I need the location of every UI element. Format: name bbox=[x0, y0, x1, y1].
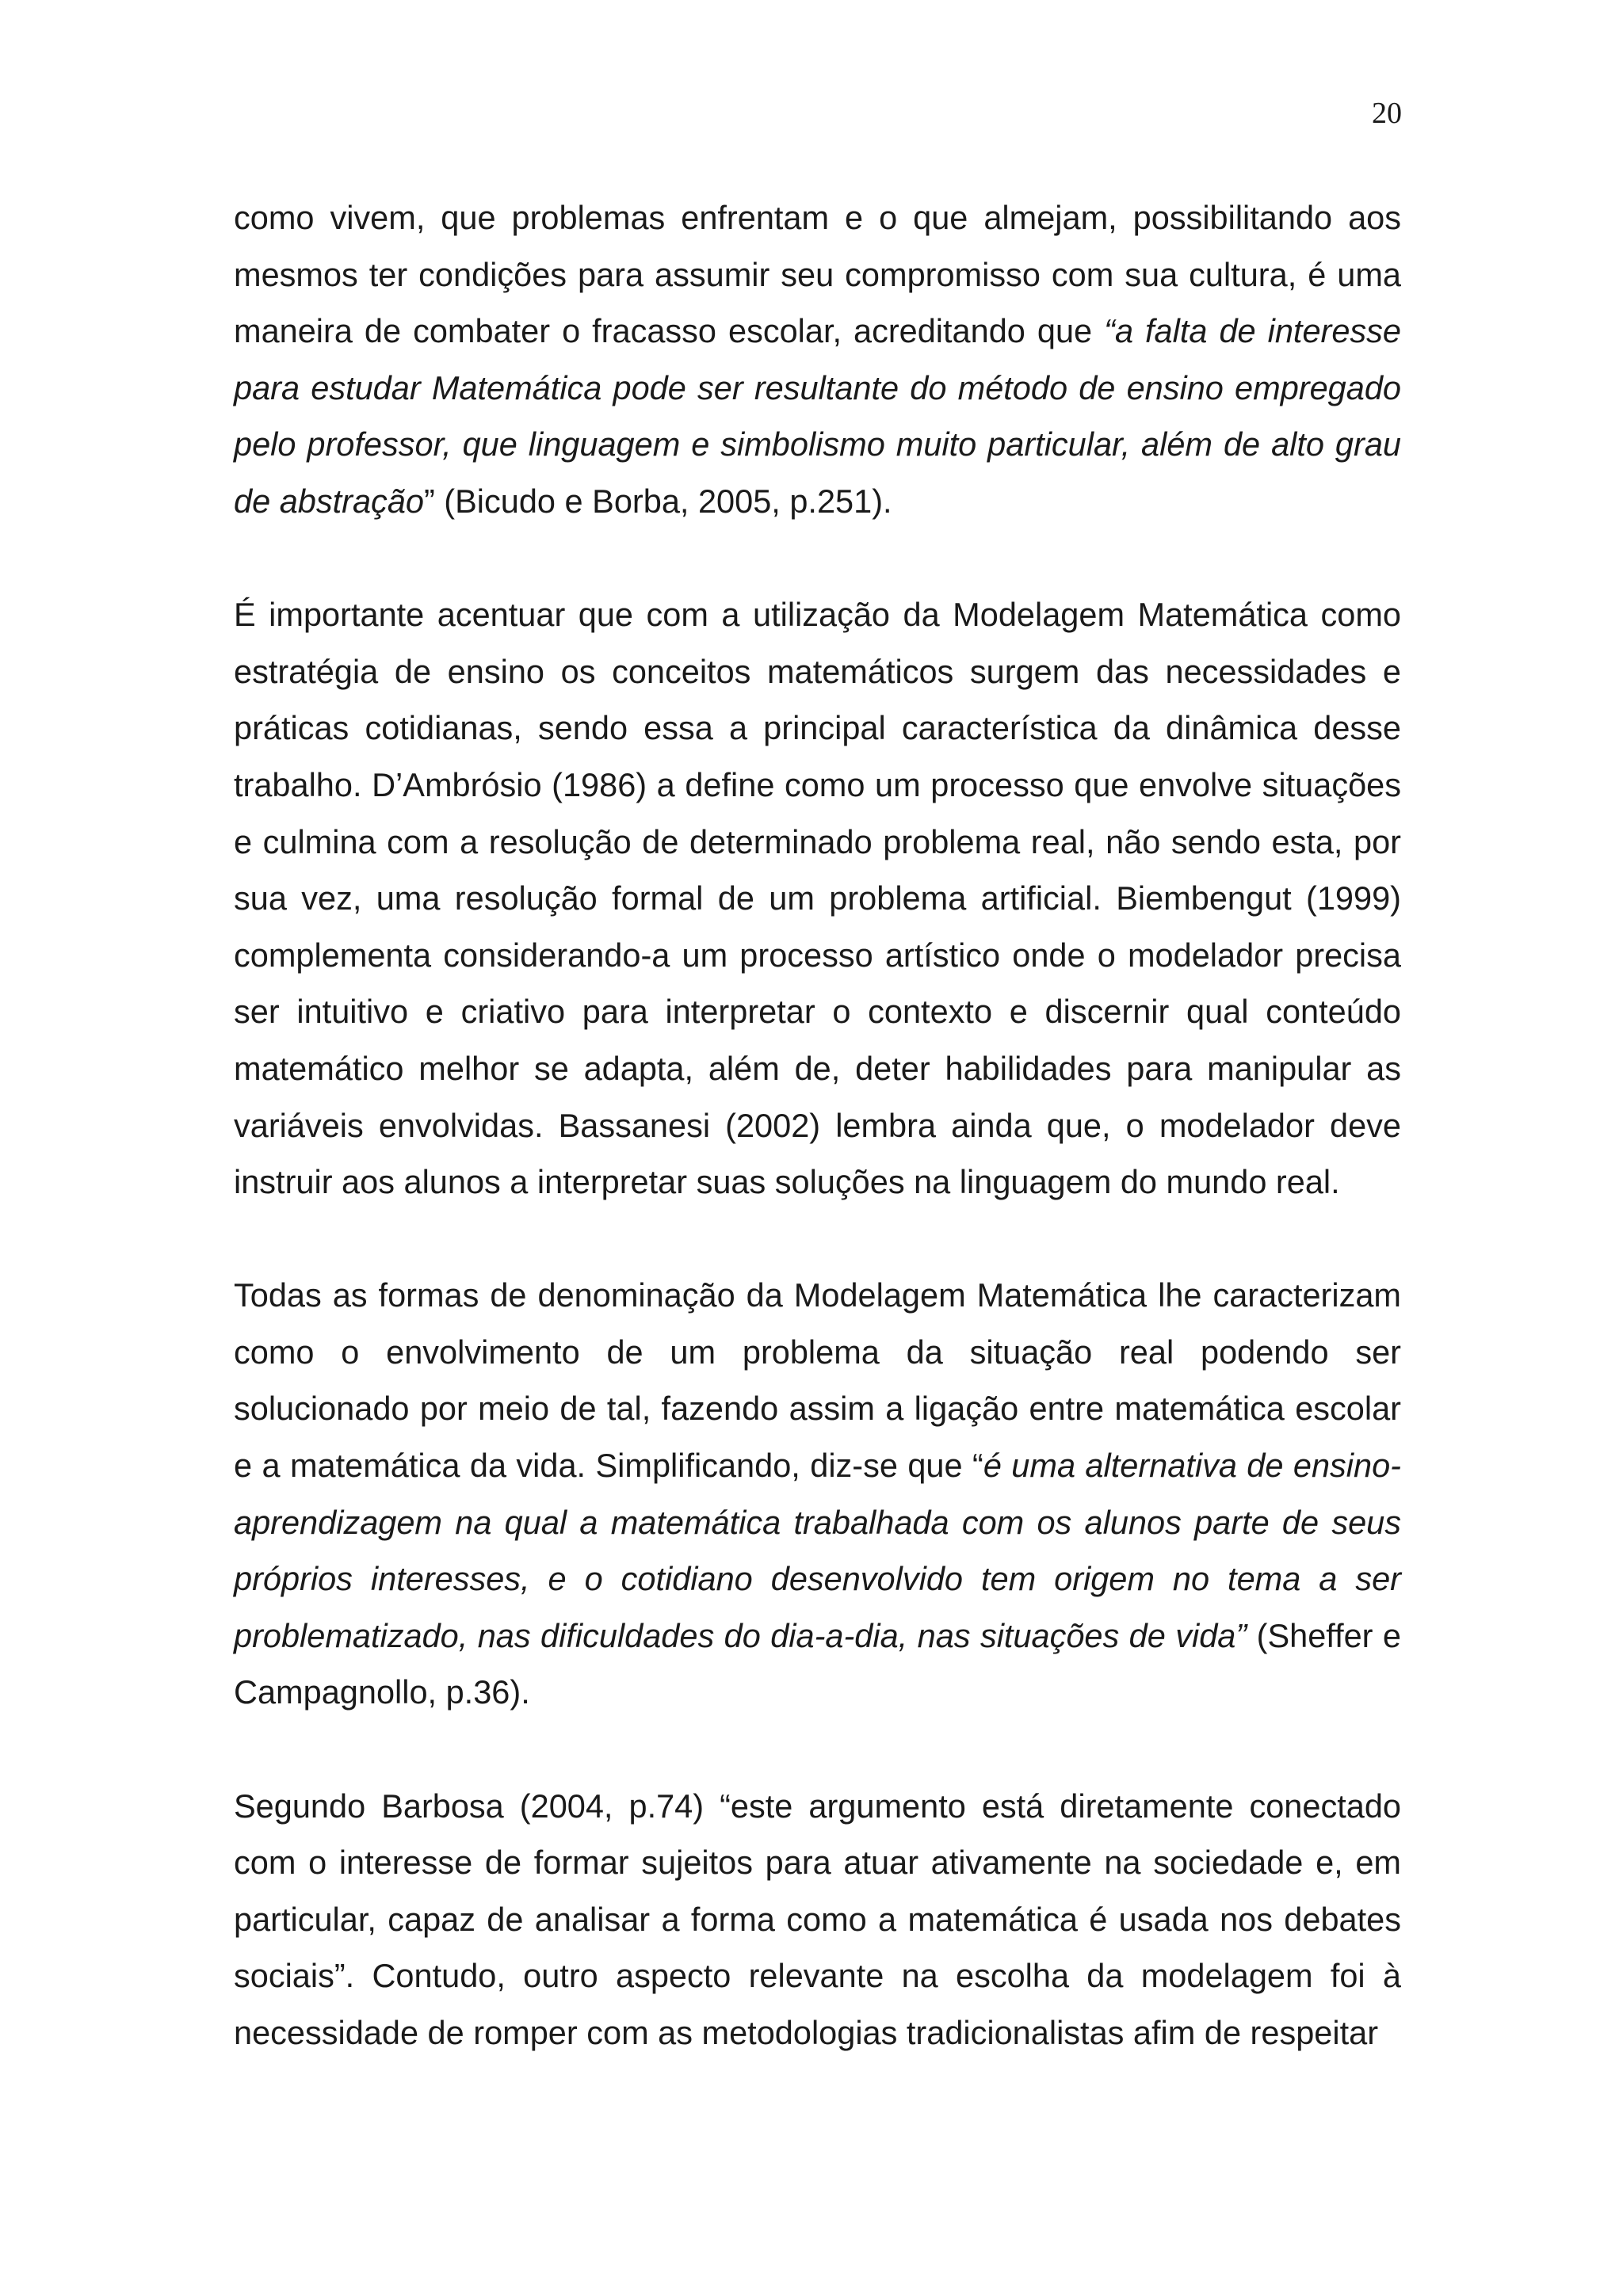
paragraph-4-text: Segundo Barbosa (2004, p.74) “este argumento está diretamente conectado com o interesse de formar sujeitos para atuar ativamente na sociedade e, em particular, capaz de analisar a forma como a matemática é usada nos debates sociais”. Contudo, outro aspecto relevante na escolha da modelagem foi à necessidade de romper com as metodologias tradicionalistas afim de respeitar bbox=[234, 1787, 1401, 2051]
paragraph-4 bbox=[234, 1778, 1401, 2061]
paragraph-3-quote: é uma alternativa de ensino-aprendizagem na qual a matemática trabalhada com os alunos parte de seus próprios interesses, e o cotidiano desenvolvido tem origem no tema a ser problematizado, nas dificuldades do dia-a-dia, nas situações de vida” bbox=[234, 1447, 1401, 1654]
paragraph-1-citation: ” (Bicudo e Borba, 2005, p.251). bbox=[423, 482, 892, 520]
page-number: 20 bbox=[1372, 97, 1402, 130]
paragraph-3-text: Todas as formas de denominação da Modelagem Matemática lhe caracterizam como o envolvimento de um problema da situação real podendo ser solucionado por meio de tal, fazendo assim a ligação entre matemática escolar e a matemática da vida. Simplificando, diz-se que “ bbox=[234, 1276, 1401, 1485]
paragraph-1 bbox=[234, 189, 1401, 530]
paragraph-2 bbox=[234, 586, 1401, 1211]
paragraph-1-text: como vivem, que problemas enfrentam e o que almejam, possibilitando aos mesmos ter condições para assumir seu compromisso com sua cultura, é uma maneira de combater o fracasso escolar, acreditando que bbox=[234, 199, 1401, 350]
document-body bbox=[234, 189, 1401, 2061]
paragraph-2-text: É importante acentuar que com a utilização da Modelagem Matemática como estratégia de ensino os conceitos matemáticos surgem das necessidades e práticas cotidianas, sendo essa a principal característica da dinâmica desse trabalho. D’Ambrósio (1986) a define como um processo que envolve situações e culmina com a resolução de determinado problema real, não sendo esta, por sua vez, uma resolução formal de um problema artificial. Biembengut (1999) complementa considerando-a um processo artístico onde o modelador precisa ser intuitivo e criativo para interpretar o contexto e discernir qual conteúdo matemático melhor se adapta, além de, deter habilidades para manipular as variáveis envolvidas. Bassanesi (2002) lembra ainda que, o modelador deve instruir aos alunos a interpretar suas soluções na linguagem do mundo real. bbox=[234, 596, 1401, 1201]
paragraph-3-citation: (Sheffer e Campagnollo, p.36). bbox=[234, 1616, 1402, 1711]
paragraph-1-quote: “a falta de interesse para estudar Matemática pode ser resultante do método de ensino empregado pelo professor, que linguagem e simbolismo muito particular, além de alto grau de abstração bbox=[234, 312, 1402, 520]
paragraph-3 bbox=[234, 1267, 1401, 1721]
